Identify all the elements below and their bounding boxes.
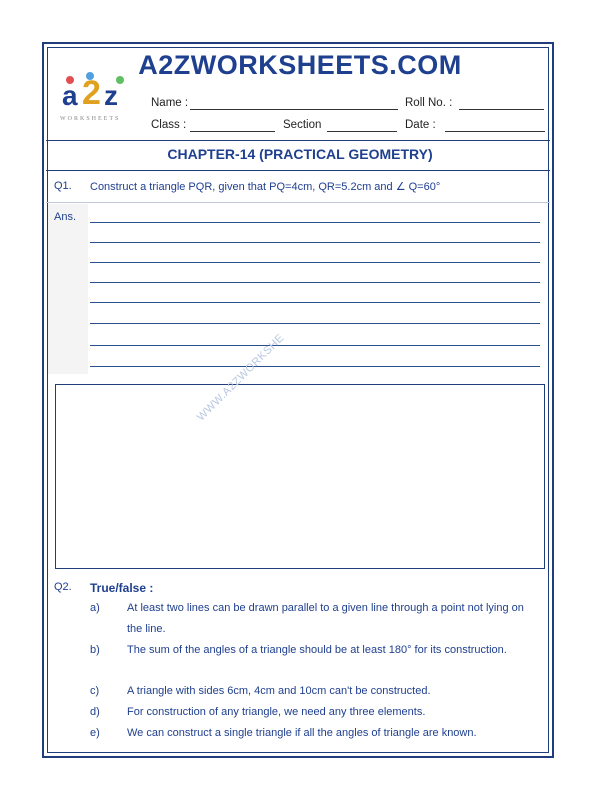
roll-no-label: Roll No. : [405,97,453,109]
construction-box[interactable] [55,384,545,569]
answer-label-area [48,204,88,374]
name-field[interactable] [190,109,398,110]
item-d-label: d) [90,706,100,718]
item-b-label: b) [90,644,100,656]
item-d-text: For construction of any triangle, we need any three elements. [127,706,426,718]
item-c-label: c) [90,685,100,697]
answer-line[interactable] [90,262,540,263]
answer-line[interactable] [90,242,540,243]
date-field[interactable] [445,131,545,132]
chapter-title: CHAPTER-14 (PRACTICAL GEOMETRY) [167,146,433,162]
logo-subtitle: WORKSHEETS [60,116,121,122]
question-1-number: Q1. [54,180,72,192]
a2z-logo [56,72,136,128]
roll-no-field[interactable] [459,109,544,110]
answer-line[interactable] [90,323,540,324]
item-e-label: e) [90,727,100,739]
date-label: Date : [405,119,436,131]
answer-line[interactable] [90,366,540,367]
answer-line[interactable] [90,222,540,223]
header-divider [46,140,550,141]
logo-letter-z: z [104,80,118,111]
class-field[interactable] [190,131,275,132]
logo-digit-2: 2 [82,74,101,112]
item-e-text: We can construct a single triangle if all the angles of triangle are known. [127,727,477,739]
answer-line[interactable] [90,345,540,346]
name-label: Name : [151,97,189,109]
true-false-heading: True/false : [90,581,154,595]
watermark: WWW.A2ZWORKSHE [195,331,287,424]
question-2-number: Q2. [54,581,72,593]
answer-line[interactable] [90,282,540,283]
class-label: Class : [151,119,187,131]
site-title: A2ZWORKSHEETS.COM [138,50,462,80]
answer-label: Ans. [54,211,77,223]
item-a-text: At least two lines can be drawn parallel to a given line through a point not lying on the line. [127,602,524,635]
item-a-label: a) [90,602,100,614]
chapter-divider [46,170,550,171]
section-field[interactable] [327,131,397,132]
question-1-text: Construct a triangle PQR, given that PQ=4cm, QR=5.2cm and ∠ Q=60° [90,181,441,193]
item-c-text: A triangle with sides 6cm, 4cm and 10cm can't be constructed. [127,685,431,697]
item-b-text: The sum of the angles of a triangle should be at least 180° for its construction. [127,644,507,656]
section-label: Section [283,119,322,131]
logo-letter-a: a [62,80,78,111]
answer-line[interactable] [90,302,540,303]
q1-divider [46,202,550,203]
